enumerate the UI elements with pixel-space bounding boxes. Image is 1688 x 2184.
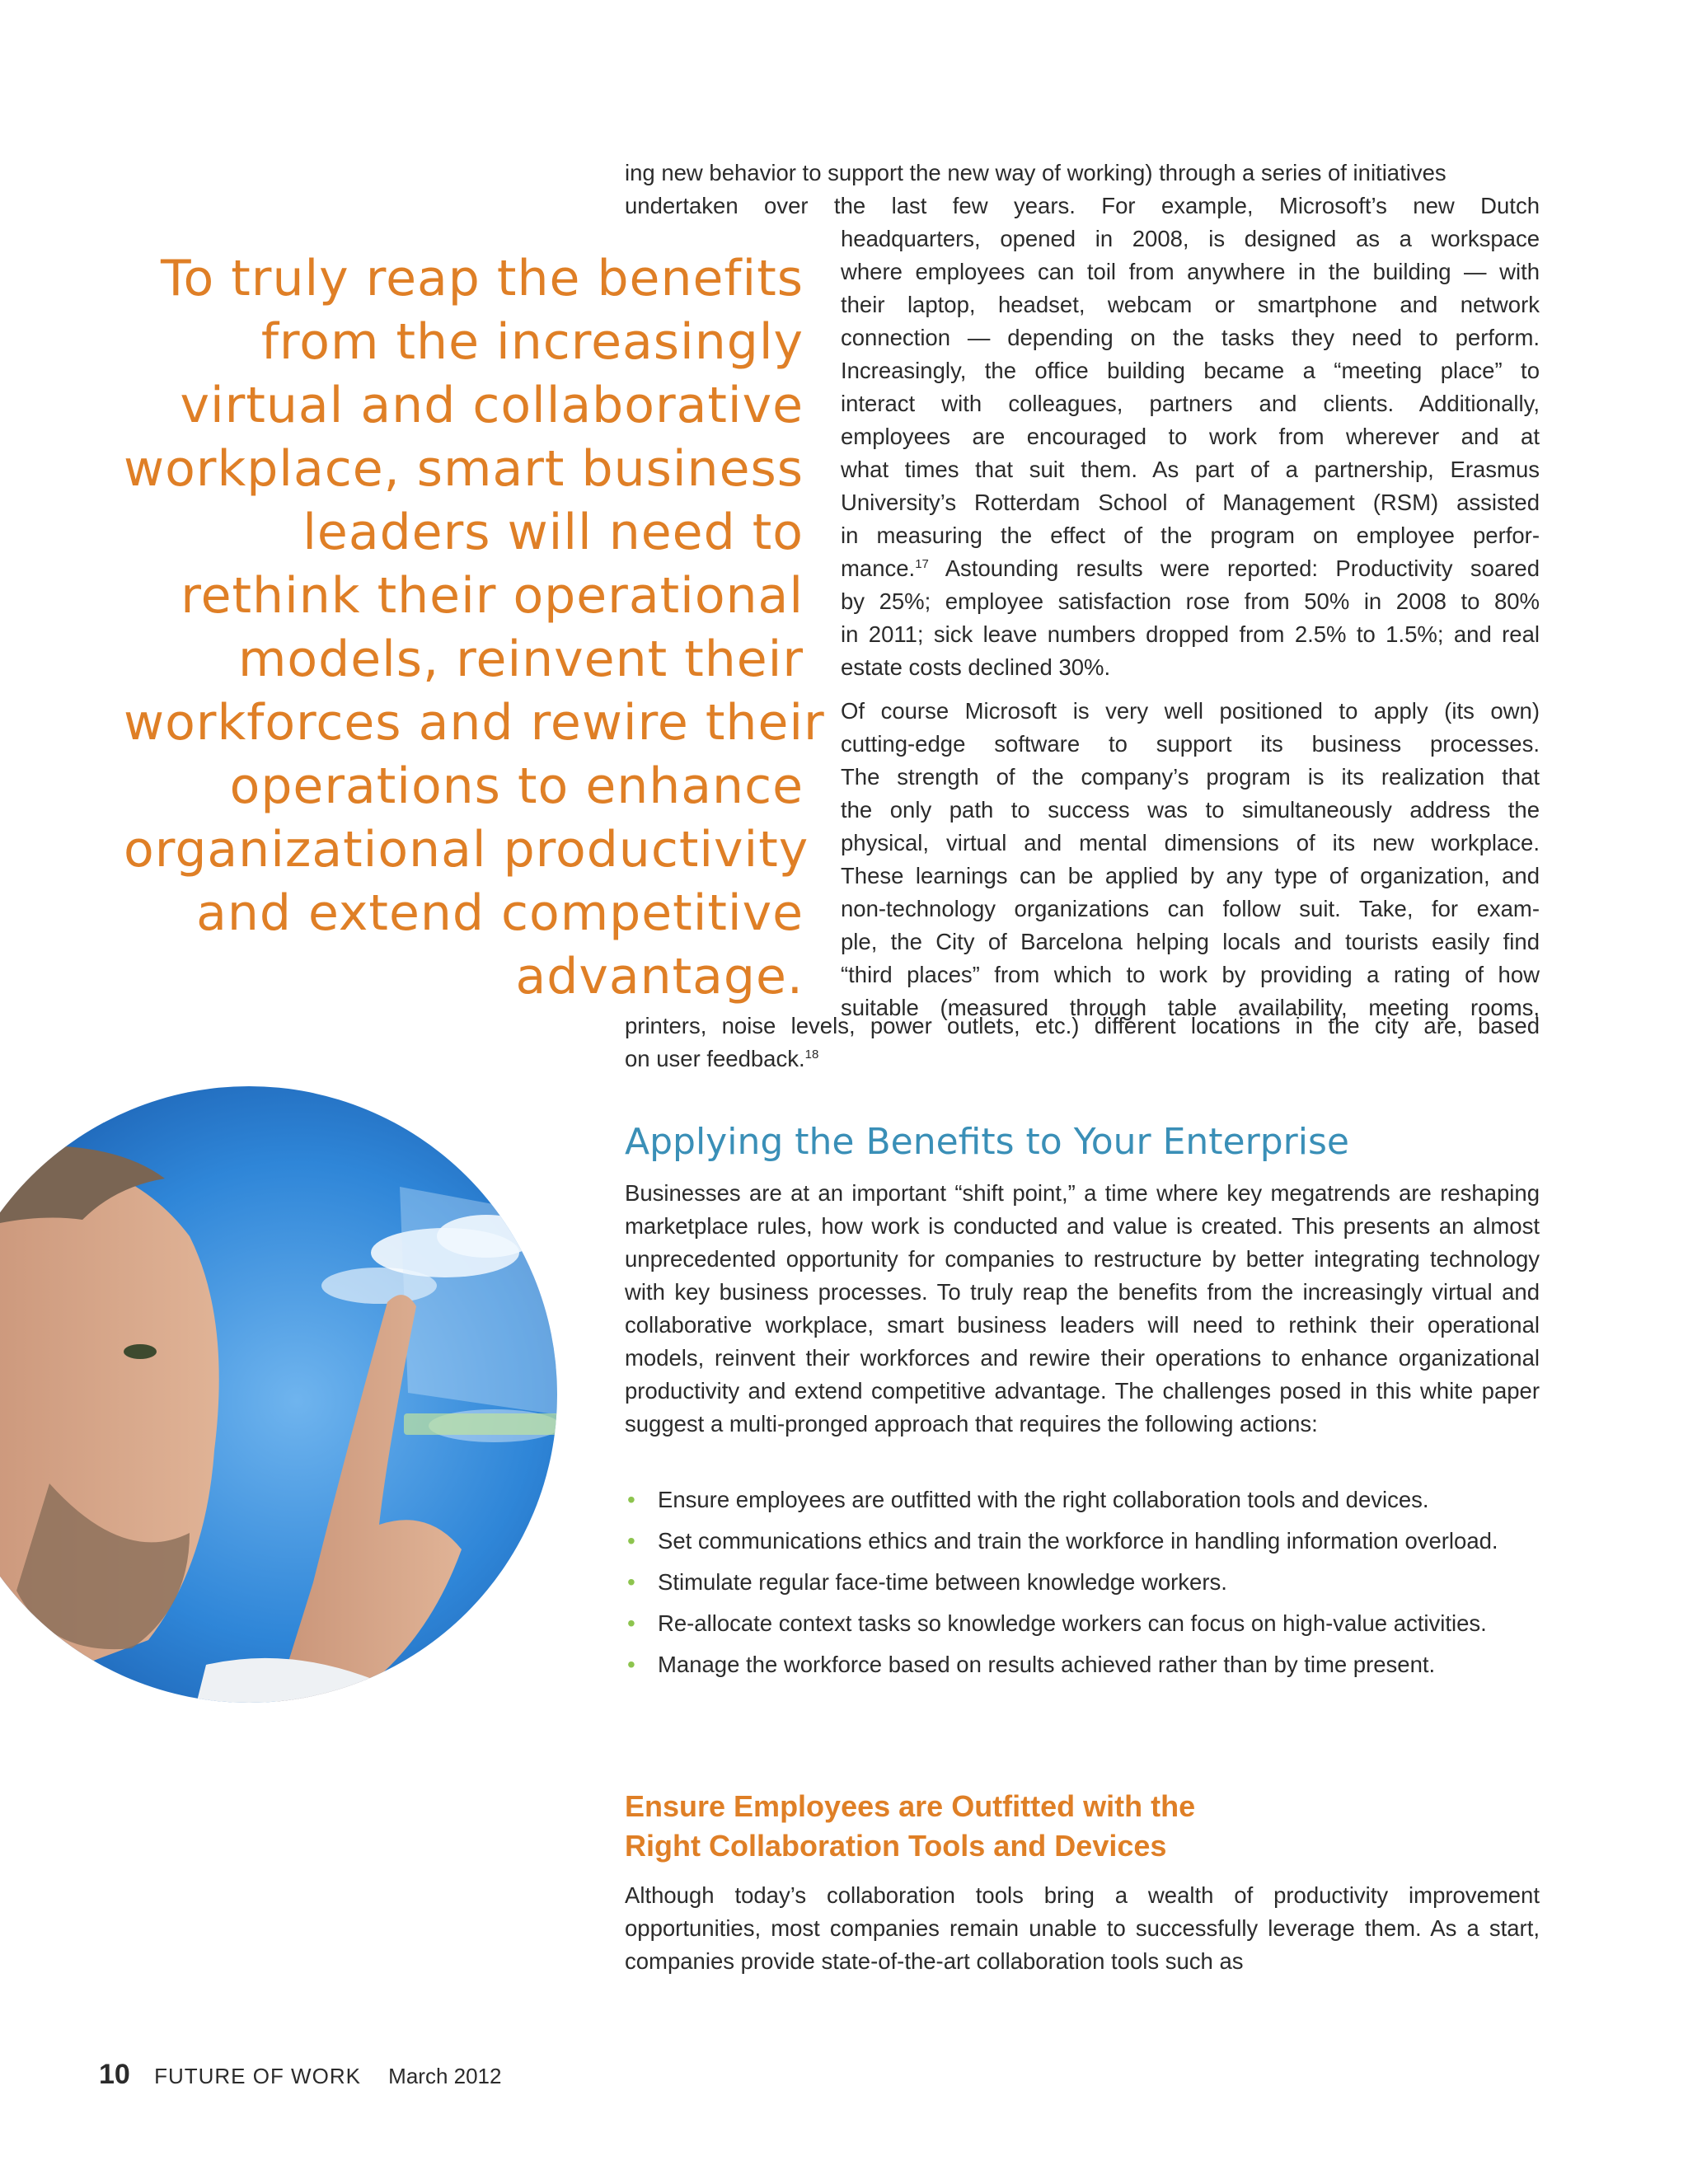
body-line-footnote-17: mance.$^{17}$ Astounding results were reported: Productivity soared xyxy=(841,555,1540,581)
body-line: cutting-edge software to support its business processes. xyxy=(841,731,1540,757)
body-line: “third places” from which to work by providing a rating of how xyxy=(841,962,1540,987)
bullet-item xyxy=(625,1648,1540,1681)
publication-title: FUTURE OF WORK xyxy=(154,2064,361,2088)
body-line: physical, virtual and mental dimensions of its new workplace. xyxy=(841,830,1540,855)
pull-quote-line: workplace, smart business xyxy=(124,440,804,498)
pull-quote-line: rethink their operational xyxy=(181,567,804,625)
body-line: what times that suit them. As part of a partnership, Erasmus xyxy=(841,457,1540,482)
body-column-top xyxy=(625,157,1540,223)
bullet-text: Stimulate regular face-time between knowledge workers. xyxy=(658,1569,1227,1595)
body-line: University’s Rotterdam School of Management (RSM) assisted xyxy=(841,490,1540,515)
pull-quote-line: models, reinvent their xyxy=(237,630,804,688)
bullet-text: Manage the workforce based on results achieved rather than by time present. xyxy=(658,1652,1436,1677)
body-line: connection — depending on the tasks they need to perform. xyxy=(841,325,1540,350)
body-line: The strength of the company’s program is its realization that xyxy=(841,764,1540,790)
body-line: interact with colleagues, partners and clients. Additionally, xyxy=(841,391,1540,416)
body-column-narrow xyxy=(841,223,1540,1024)
body-line: employees are encouraged to work from wherever and at xyxy=(841,424,1540,449)
pull-quote-line: To truly reap the benefits xyxy=(161,250,804,307)
pull-quote-line: from the increasingly xyxy=(260,313,804,371)
body-line: ing new behavior to support the new way of working) through a series of initiatives xyxy=(625,160,1447,185)
bullet-text: Ensure employees are outfitted with the right collaboration tools and devices. xyxy=(658,1487,1429,1512)
bullet-text: Set communications ethics and train the workforce in handling information overload. xyxy=(658,1528,1498,1554)
paragraph-microsoft-positioning xyxy=(841,695,1540,1024)
bullet-dot-icon: • xyxy=(627,1528,635,1554)
pull-quote-line: advantage. xyxy=(515,948,804,1005)
pull-quote-line: leaders will need to xyxy=(302,504,804,561)
body-line: Increasingly, the office building became a “meeting place” to xyxy=(841,358,1540,383)
bullet-dot-icon: • xyxy=(627,1487,635,1512)
subsection-heading: Ensure Employees are Outfitted with the Right Collaboration Tools and Devices xyxy=(625,1789,1196,1863)
page-footer xyxy=(99,2059,501,2091)
pull-quote-line: and extend competitive xyxy=(196,884,804,942)
body-line: by 25%; employee satisfaction rose from 50% in 2008 to 80% xyxy=(841,588,1540,614)
body-line: ple, the City of Barcelona helping locals and tourists easily find xyxy=(841,929,1540,954)
body-line: estate costs declined 30%. xyxy=(841,654,1111,680)
paragraph-microsoft-headquarters xyxy=(841,223,1540,684)
body-line: printers, noise levels, power outlets, etc.) different locations in the city are, based xyxy=(625,1013,1540,1038)
bullet-text: Re-allocate context tasks so knowledge workers can focus on high-value activities. xyxy=(658,1610,1487,1636)
action-bullet-list xyxy=(625,1483,1540,1690)
pull-quote-line: organizational productivity xyxy=(124,821,809,879)
publication-date: March 2012 xyxy=(388,2064,502,2088)
body-line: the only path to success was to simultaneously address the xyxy=(841,797,1540,823)
body-line: These learnings can be applied by any type of organization, and xyxy=(841,863,1540,888)
body-line: suitable (measured through table availability, meeting rooms, xyxy=(841,995,1540,1020)
pull-quote-line: workforces and rewire their xyxy=(124,694,825,752)
body-line: undertaken over the last few years. For example, Microsoft’s new Dutch xyxy=(625,193,1540,218)
bullet-item xyxy=(625,1566,1540,1599)
bullet-item xyxy=(625,1483,1540,1516)
subsection-body: Although today’s collaboration tools bring a wealth of productivity improvement opportunities, most companies remain unable to successfully leverage them. As a start, companies provide state-of-the-art collaboration tools such as xyxy=(625,1882,1540,1974)
footnote-ref-18: 18 xyxy=(804,1047,819,1062)
body-line: in measuring the effect of the program on employee perfor- xyxy=(841,523,1540,548)
body-line: their laptop, headset, webcam or smartphone and network xyxy=(841,292,1540,317)
body-line: headquarters, opened in 2008, is designed as a workspace xyxy=(841,226,1540,251)
section-heading: Applying the Benefits to Your Enterprise xyxy=(625,1121,1349,1163)
body-line: Of course Microsoft is very well positioned to apply (its own) xyxy=(841,698,1540,724)
pull-quote-line: virtual and collaborative xyxy=(180,377,804,434)
bullet-dot-icon: • xyxy=(627,1569,635,1595)
pull-quote xyxy=(124,247,825,1009)
bullet-dot-icon: • xyxy=(627,1652,635,1677)
bullet-dot-icon: • xyxy=(627,1610,635,1636)
footnote-ref-17: 17 xyxy=(915,556,929,571)
body-column-continuation xyxy=(625,1010,1540,1076)
body-line: non-technology organizations can follow suit. Take, for exam- xyxy=(841,896,1540,921)
bullet-item xyxy=(625,1525,1540,1558)
pull-quote-line: operations to enhance xyxy=(229,757,804,815)
body-line-footnote-18: on user feedback.$^{18}$ xyxy=(625,1046,819,1071)
bullet-item xyxy=(625,1607,1540,1640)
section-body: Businesses are at an important “shift point,” a time where key megatrends are reshaping marketplace rules, how work is conducted and value is created. This presents an almost unprecedented opportunity for companies to restructure by better integrating technology with key business processes. To truly reap the benefits from the increasingly virtual and collaborative workplace, smart business leaders will need to rethink their operational models, reinvent their workforces and rewire their operations to enhance organizational productivity and extend competitive advantage. The challenges posed in this white paper suggest a multi-pronged approach that requires the following actions: xyxy=(625,1180,1540,1436)
body-line: in 2011; sick leave numbers dropped from 2.5% to 1.5%; and real xyxy=(841,621,1540,647)
page-number: 10 xyxy=(99,2059,130,2090)
body-line: where employees can toil from anywhere in the building — with xyxy=(841,259,1540,284)
